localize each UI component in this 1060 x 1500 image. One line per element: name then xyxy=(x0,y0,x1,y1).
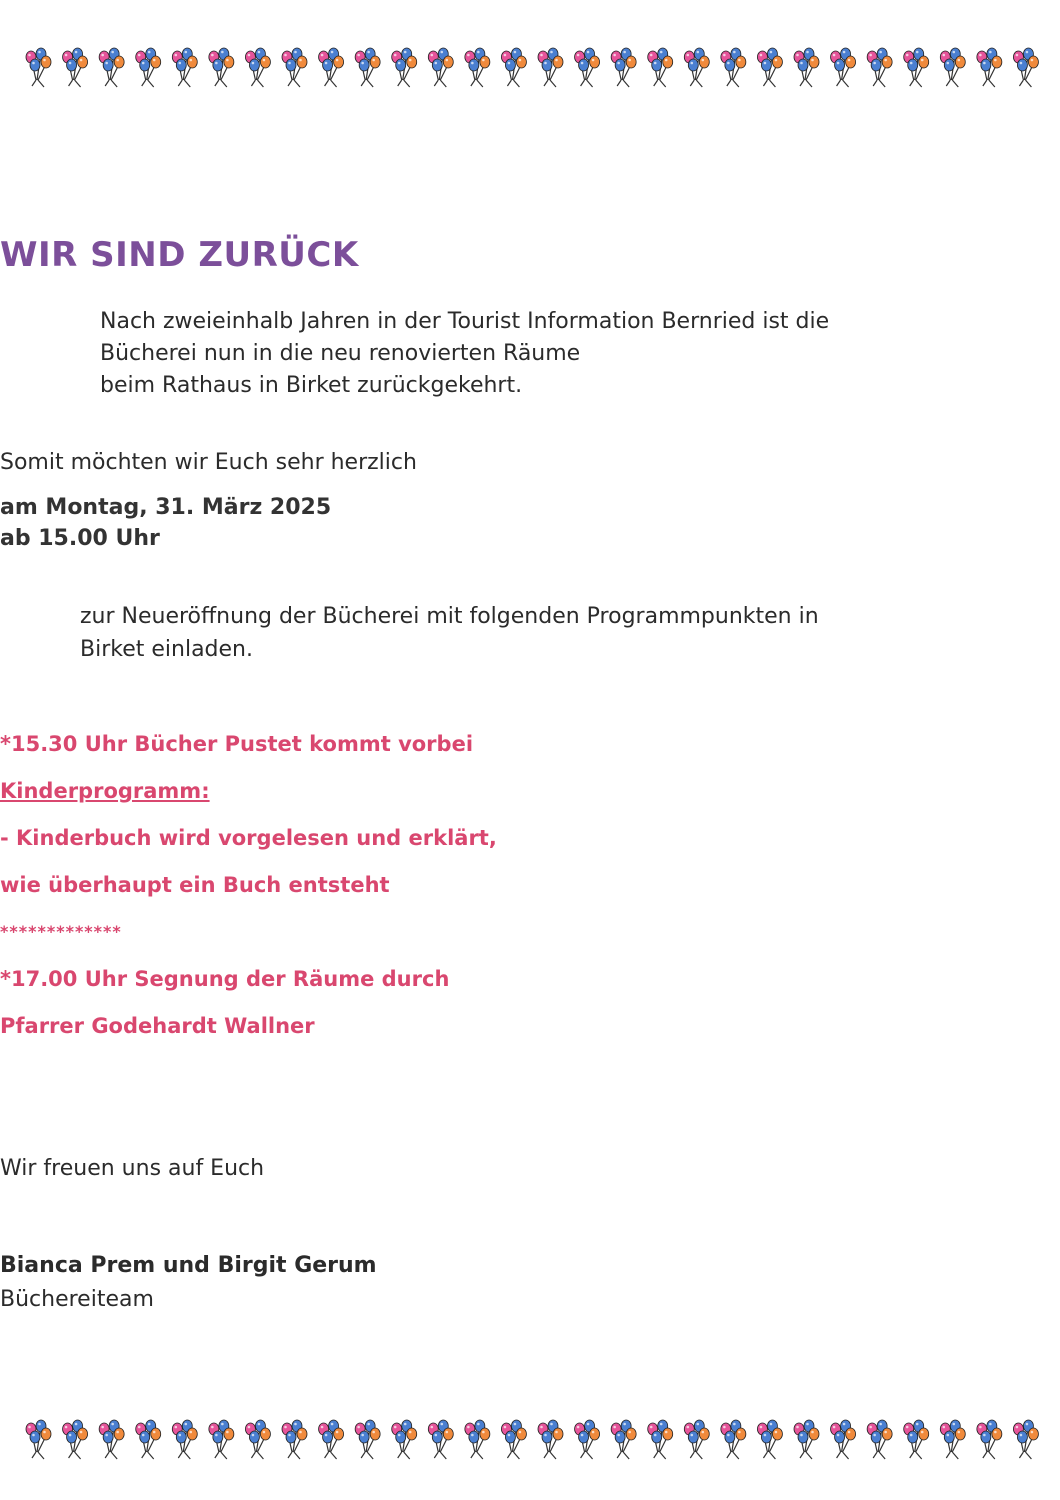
event-date xyxy=(0,492,1060,554)
balloon-bunch-icon xyxy=(648,48,673,87)
signature-team: Büchereiteam xyxy=(0,1287,154,1312)
balloon-bunch-icon xyxy=(392,48,417,87)
page-title: WIR SIND ZURÜCK xyxy=(0,235,359,275)
program-item-pustet: *15.30 Uhr Bücher Pustet kommt vorbei xyxy=(0,732,474,756)
balloon-bunch-icon xyxy=(282,1420,307,1459)
balloon-bunch-icon xyxy=(136,48,161,87)
balloon-bunch-icon xyxy=(538,1420,563,1459)
balloon-bunch-icon xyxy=(1013,1420,1038,1459)
balloon-bunch-icon xyxy=(26,48,51,87)
balloon-bunch-icon xyxy=(831,48,856,87)
balloon-bunch-icon xyxy=(319,1420,344,1459)
balloon-bunch-icon xyxy=(867,48,892,87)
closing-line: Wir freuen uns auf Euch xyxy=(0,1156,265,1181)
intro-line: Bücherei nun in die neu renovierten Räume xyxy=(100,341,581,366)
balloon-bunch-icon xyxy=(684,48,709,87)
balloon-bunch-icon xyxy=(977,48,1002,87)
balloon-bunch-icon xyxy=(245,48,270,87)
balloon-bunch-icon xyxy=(63,1420,88,1459)
balloon-bunch-icon xyxy=(757,1420,782,1459)
balloon-bunch-icon xyxy=(63,48,88,87)
opening-paragraph xyxy=(80,600,980,666)
balloon-bunch-icon xyxy=(611,48,636,87)
balloon-bunch-icon xyxy=(684,1420,709,1459)
program-separator: ************* xyxy=(0,922,122,941)
intro-line: Nach zweieinhalb Jahren in der Tourist Information Bernried ist die xyxy=(100,309,830,334)
intro-paragraph xyxy=(100,306,960,402)
balloon-bunch-icon xyxy=(538,48,563,87)
opening-line: zur Neueröffnung der Bücherei mit folgenden Programmpunkten in xyxy=(80,604,819,629)
balloon-bunch-icon xyxy=(136,1420,161,1459)
balloon-bunch-icon xyxy=(1013,48,1038,87)
balloon-bunch-icon xyxy=(575,1420,600,1459)
kids-program-line: - Kinderbuch wird vorgelesen und erklärt, xyxy=(0,826,497,850)
balloon-bunch-icon xyxy=(904,1420,929,1459)
balloon-bunch-icon xyxy=(172,48,197,87)
balloon-bunch-icon xyxy=(611,1420,636,1459)
balloon-bunch-icon xyxy=(501,1420,526,1459)
balloon-bunch-icon xyxy=(940,48,965,87)
balloon-bunch-icon xyxy=(575,48,600,87)
balloon-bunch-icon xyxy=(648,1420,673,1459)
balloon-bunch-icon xyxy=(501,48,526,87)
balloon-bunch-icon xyxy=(465,1420,490,1459)
balloon-bunch-icon xyxy=(209,1420,234,1459)
balloon-bunch-icon xyxy=(392,1420,417,1459)
balloon-bunch-icon xyxy=(355,48,380,87)
balloon-bunch-icon xyxy=(721,1420,746,1459)
balloon-bunch-icon xyxy=(355,1420,380,1459)
balloon-bunch-icon xyxy=(867,1420,892,1459)
balloon-border-top xyxy=(18,46,1042,92)
event-day: am Montag, 31. März 2025 xyxy=(0,495,332,520)
balloon-bunch-icon xyxy=(904,48,929,87)
balloon-bunch-icon xyxy=(940,1420,965,1459)
balloon-bunch-icon xyxy=(721,48,746,87)
balloon-bunch-icon xyxy=(794,1420,819,1459)
balloon-bunch-icon xyxy=(319,48,344,87)
balloon-bunch-icon xyxy=(831,1420,856,1459)
balloon-border-bottom xyxy=(18,1418,1042,1464)
balloon-bunch-icon xyxy=(794,48,819,87)
program-item-blessing-priest: Pfarrer Godehardt Wallner xyxy=(0,1014,315,1038)
signature-names: Bianca Prem und Birgit Gerum xyxy=(0,1253,377,1278)
balloon-bunch-icon xyxy=(245,1420,270,1459)
balloon-bunch-icon xyxy=(26,1420,51,1459)
invite-line: Somit möchten wir Euch sehr herzlich xyxy=(0,450,417,475)
balloon-bunch-icon xyxy=(209,48,234,87)
balloon-bunch-icon xyxy=(99,1420,124,1459)
event-time: ab 15.00 Uhr xyxy=(0,526,160,551)
balloon-bunch-icon xyxy=(977,1420,1002,1459)
signature-block xyxy=(0,1249,1060,1317)
program-item-blessing: *17.00 Uhr Segnung der Räume durch xyxy=(0,967,450,991)
balloon-bunch-icon xyxy=(428,1420,453,1459)
balloon-bunch-icon xyxy=(428,48,453,87)
program-list xyxy=(0,726,1060,1055)
balloon-bunch-icon xyxy=(282,48,307,87)
balloon-bunch-icon xyxy=(172,1420,197,1459)
opening-line: Birket einladen. xyxy=(80,637,253,662)
kids-program-line: wie überhaupt ein Buch entsteht xyxy=(0,873,390,897)
balloon-bunch-icon xyxy=(757,48,782,87)
intro-line: beim Rathaus in Birket zurückgekehrt. xyxy=(100,373,523,398)
balloon-bunch-icon xyxy=(99,48,124,87)
kids-program-heading: Kinderprogramm: xyxy=(0,779,210,803)
balloon-bunch-icon xyxy=(465,48,490,87)
